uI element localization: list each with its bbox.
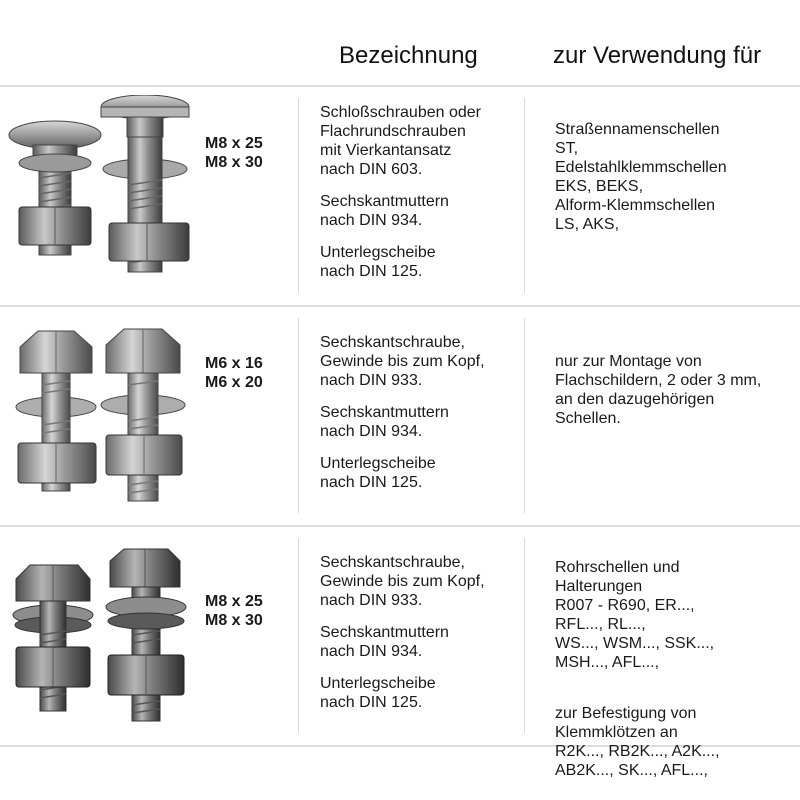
usage-paragraph: Rohrschellen und Halterungen R007 - R690, ER..., RFL..., RL..., WS..., WSM..., SSK..., MSH..., AFL..., xyxy=(555,559,715,671)
hex-bolt-icon xyxy=(8,325,198,505)
column-divider xyxy=(298,538,299,733)
designation-text xyxy=(320,553,525,725)
column-divider xyxy=(298,98,299,293)
size-label: M8 x 30 xyxy=(205,154,263,171)
column-header-usage: zur Verwendung für xyxy=(553,42,762,69)
size-label-list xyxy=(205,592,263,630)
carriage-bolt-icon xyxy=(5,95,195,285)
size-label: M6 x 20 xyxy=(205,374,263,391)
bolt-spec: Schloßschrauben oder Flachrundschrauben mit Vierkantansatz nach DIN 603. xyxy=(320,104,481,178)
usage-paragraph: nur zur Montage von Flachschildern, 2 oder 3 mm, an den dazugehörigen Schellen. xyxy=(555,353,762,427)
bolt-spec: Sechskantschraube, Gewinde bis zum Kopf, nach DIN 933. xyxy=(320,334,485,389)
bolt-spec: Sechskantschraube, Gewinde bis zum Kopf, nach DIN 933. xyxy=(320,554,485,609)
usage-paragraph: Straßennamenschellen ST, Edelstahlklemmschellen EKS, BEKS, Alform-Klemmschellen LS, AKS, xyxy=(555,121,727,233)
nut-spec: Sechskantmuttern nach DIN 934. xyxy=(320,404,449,440)
washer-spec: Unterlegscheibe nach DIN 125. xyxy=(320,244,436,280)
usage-text xyxy=(555,539,795,800)
hex-bolt-icon xyxy=(8,545,198,725)
size-label: M8 x 30 xyxy=(205,612,263,629)
washer-spec: Unterlegscheibe nach DIN 125. xyxy=(320,455,436,491)
row-divider xyxy=(0,85,800,87)
size-label: M6 x 16 xyxy=(205,355,263,372)
column-divider xyxy=(298,318,299,513)
usage-text xyxy=(555,333,795,460)
nut-spec: Sechskantmuttern nach DIN 934. xyxy=(320,624,449,660)
row-divider xyxy=(0,305,800,307)
size-label: M8 x 25 xyxy=(205,593,263,610)
size-label: M8 x 25 xyxy=(205,135,263,152)
size-label-list xyxy=(205,134,263,172)
usage-text xyxy=(555,101,795,266)
washer-spec: Unterlegscheibe nach DIN 125. xyxy=(320,675,436,711)
usage-paragraph: zur Befestigung von Klemmklötzen an R2K..., RB2K..., A2K..., AB2K..., SK..., AFL..., xyxy=(555,705,720,779)
nut-spec: Sechskantmuttern nach DIN 934. xyxy=(320,193,449,229)
size-label-list xyxy=(205,354,263,392)
designation-text xyxy=(320,103,525,294)
column-header-designation: Bezeichnung xyxy=(339,42,478,69)
row-divider xyxy=(0,525,800,527)
designation-text xyxy=(320,333,525,505)
